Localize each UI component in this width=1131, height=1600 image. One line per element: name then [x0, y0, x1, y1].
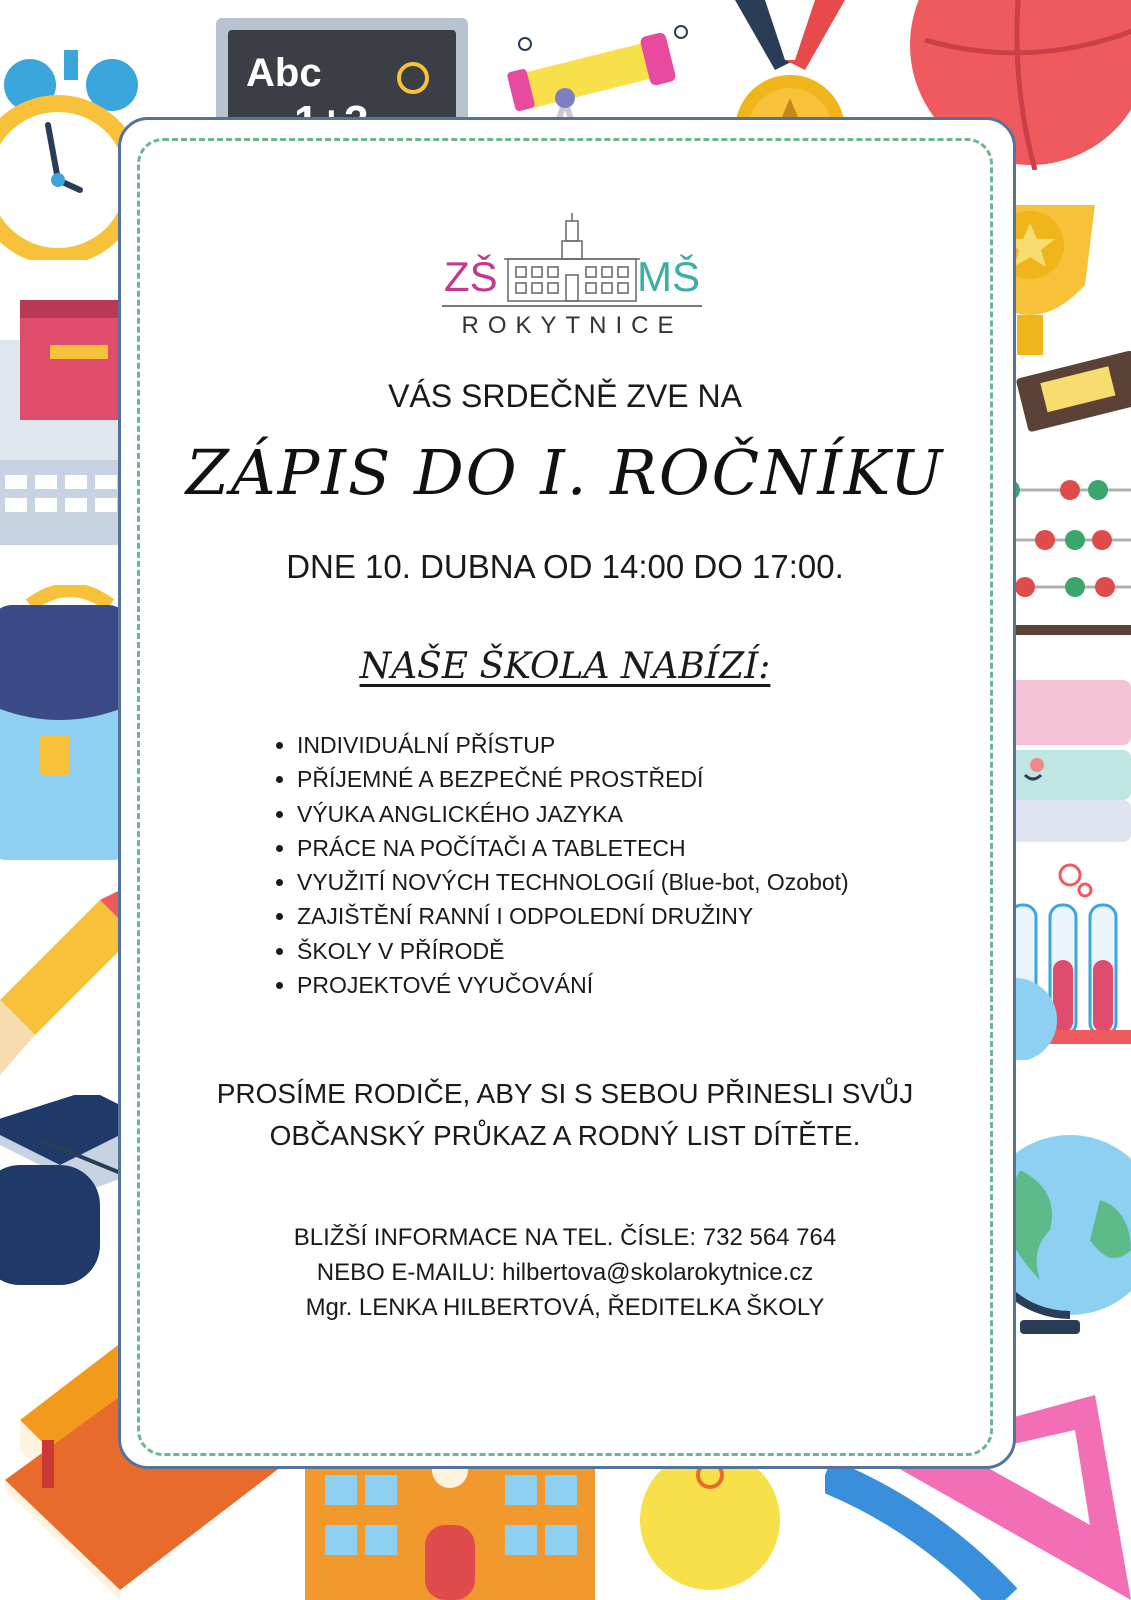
contact-email: NEBO E-MAILU: hilbertova@skolarokytnice.cz	[316, 1259, 814, 1286]
list-item: • INDIVIDUÁLNÍ PŘÍSTUP	[297, 728, 849, 762]
contact-info	[137, 1220, 993, 1325]
parent-request	[137, 1073, 993, 1157]
logo-divider	[442, 305, 702, 307]
contact-phone: BLIŽŠÍ INFORMACE NA TEL. ČÍSLE: 732 564 764	[293, 1224, 837, 1251]
list-item: • PRÁCE NA POČÍTAČI A TABLETECH	[297, 831, 849, 865]
list-item: • ZAJIŠTĚNÍ RANNÍ I ODPOLEDNÍ DRUŽINY	[297, 899, 849, 933]
offer-list	[275, 728, 849, 1002]
logo-zs: ZŠ	[444, 253, 498, 300]
school-building-logo-icon	[504, 213, 640, 303]
list-item: • PROJEKTOVÉ VYUČOVÁNÍ	[297, 968, 849, 1002]
logo-school-name: ROKYTNICE	[461, 312, 683, 339]
list-item: • PŘÍJEMNÉ A BEZPEČNÉ PROSTŘEDÍ	[297, 762, 849, 796]
list-item: • ŠKOLY V PŘÍRODĚ	[297, 934, 849, 968]
invite-text: VÁS SRDEČNĚ ZVE NA	[388, 378, 742, 414]
list-item: • VÝUKA ANGLICKÉHO JAZYKA	[297, 797, 849, 831]
offer-heading: NAŠE ŠKOLA NABÍZÍ:	[359, 646, 771, 687]
list-item: • VYUŽITÍ NOVÝCH TECHNOLOGIÍ (Blue-bot, Ozobot)	[297, 865, 849, 899]
event-date: DNE 10. DUBNA OD 14:00 DO 17:00.	[286, 548, 844, 585]
parent-request-line: PROSÍME RODIČE, ABY SI S SEBOU PŘINESLI SVŮJ	[216, 1078, 914, 1109]
chalkboard-text-1: Abc	[246, 51, 322, 95]
logo-ms: MŠ	[637, 253, 700, 300]
page-title: ZÁPIS DO I. ROČNÍKU	[185, 436, 945, 509]
contact-signature: Mgr. LENKA HILBERTOVÁ, ŘEDITELKA ŠKOLY	[305, 1294, 825, 1321]
book-icon	[0, 300, 120, 425]
invitation-content	[137, 138, 993, 1456]
parent-request-line: OBČANSKÝ PRŮKAZ A RODNÝ LIST DÍTĚTE.	[269, 1120, 861, 1151]
school-logo	[442, 213, 702, 343]
